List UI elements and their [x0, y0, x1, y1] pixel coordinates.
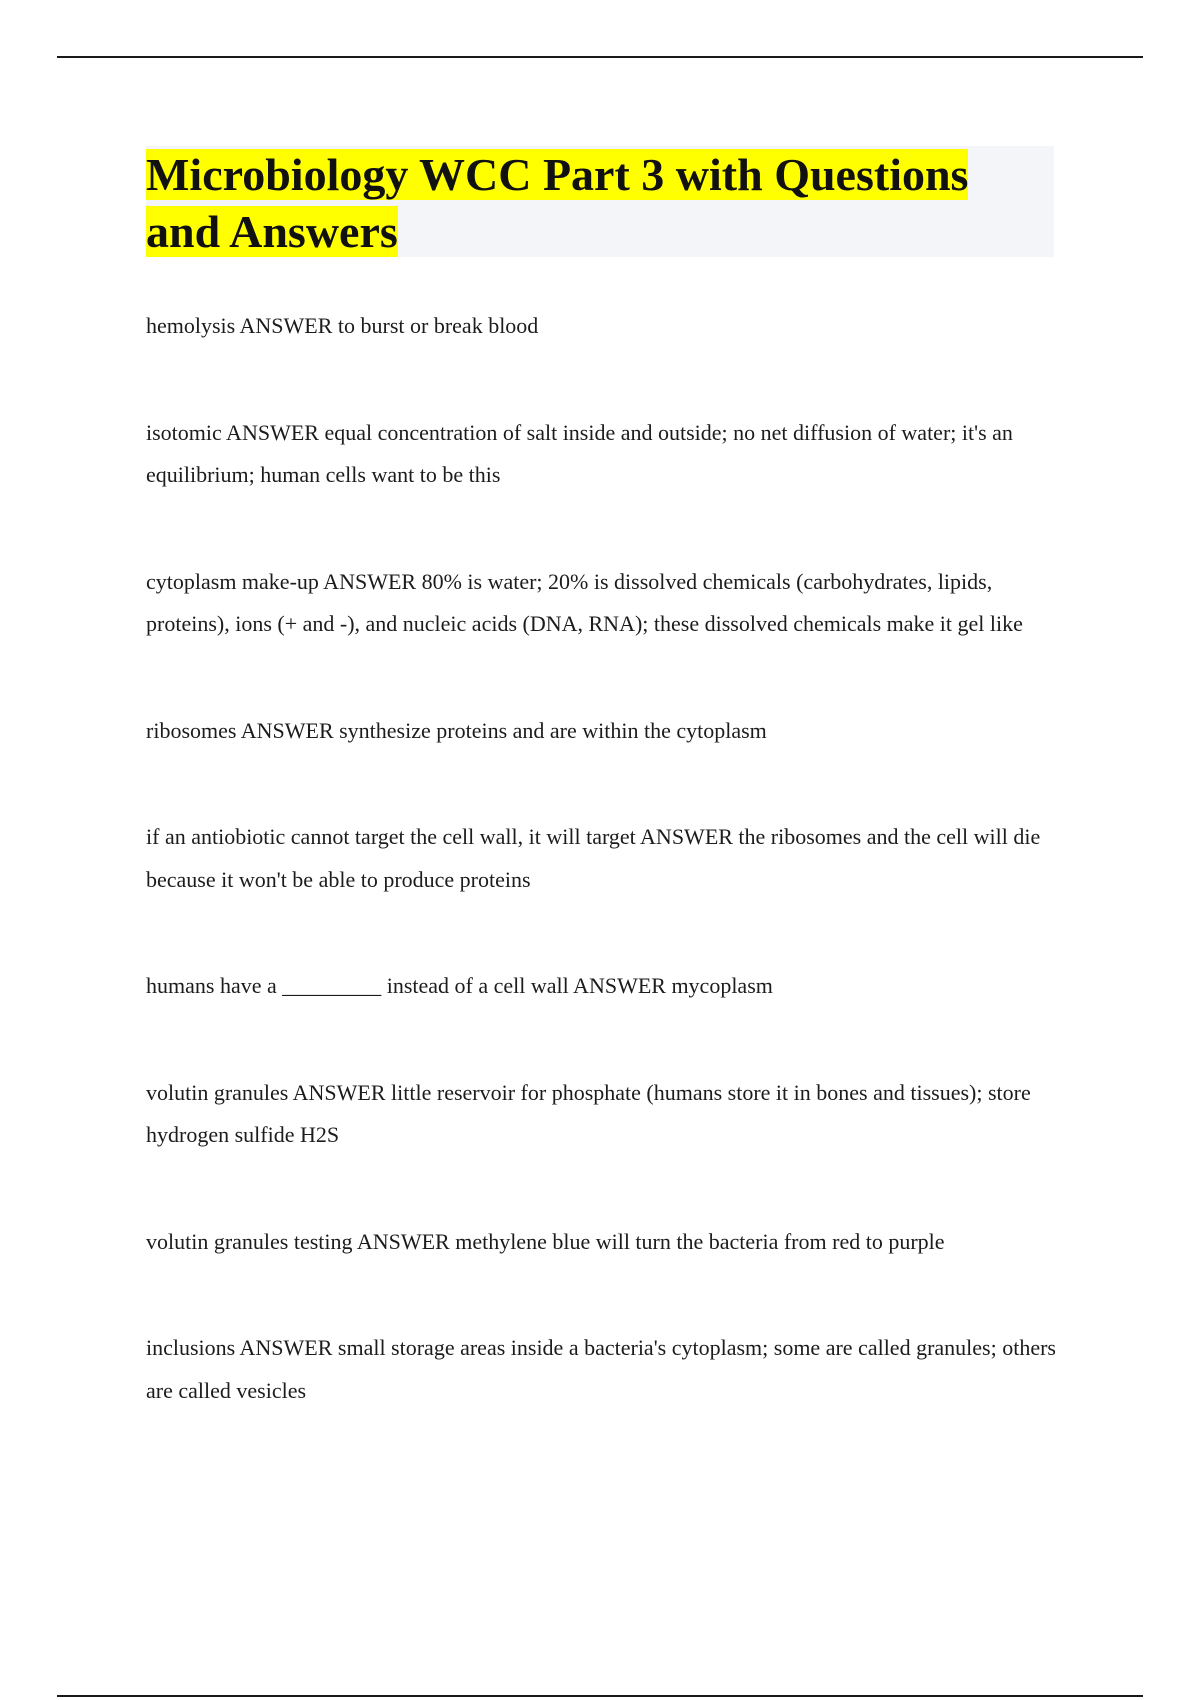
qa-entry-isotomic: isotomic ANSWER equal concentration of salt inside and outside; no net diffusion of water; it's an equilibrium; human cells want to be this — [146, 419, 1013, 487]
qa-entry-ribosomes: ribosomes ANSWER synthesize proteins and are within the cytoplasm — [146, 717, 767, 743]
document-title — [146, 146, 1054, 260]
qa-entry-volutin-granules-testing: volutin granules testing ANSWER methylene blue will turn the bacteria from red to purple — [146, 1228, 945, 1254]
title-block — [146, 146, 1054, 257]
qa-entry-hemolysis: hemolysis ANSWER to burst or break blood — [146, 313, 539, 338]
document-title-highlight: Microbiology WCC Part 3 with Questions and Answers — [146, 149, 969, 257]
qa-entry-cytoplasm-make-up: cytoplasm make-up ANSWER 80% is water; 20% is dissolved chemicals (carbohydrates, lipids, proteins), ions (+ and -), and nucleic acids (DNA, RNA); these dissolved chemicals make it gel like — [146, 568, 1023, 636]
qa-entry-humans-cell-wall: humans have a _________ instead of a cell wall ANSWER mycoplasm — [146, 973, 773, 998]
qa-list — [146, 305, 1066, 1476]
qa-entry-inclusions: inclusions ANSWER small storage areas inside a bacteria's cytoplasm; some are called granules; others are called vesicles — [146, 1335, 1056, 1403]
qa-entry-antibiotic-target: if an antiobiotic cannot target the cell wall, it will target ANSWER the ribosomes and the cell will die because it won't be able to produce proteins — [146, 824, 1041, 892]
qa-entry-volutin-granules: volutin granules ANSWER little reservoir for phosphate (humans store it in bones and tissues); store hydrogen sulfide H2S — [146, 1079, 1031, 1147]
top-rule — [57, 56, 1143, 58]
bottom-rule — [57, 1695, 1143, 1697]
